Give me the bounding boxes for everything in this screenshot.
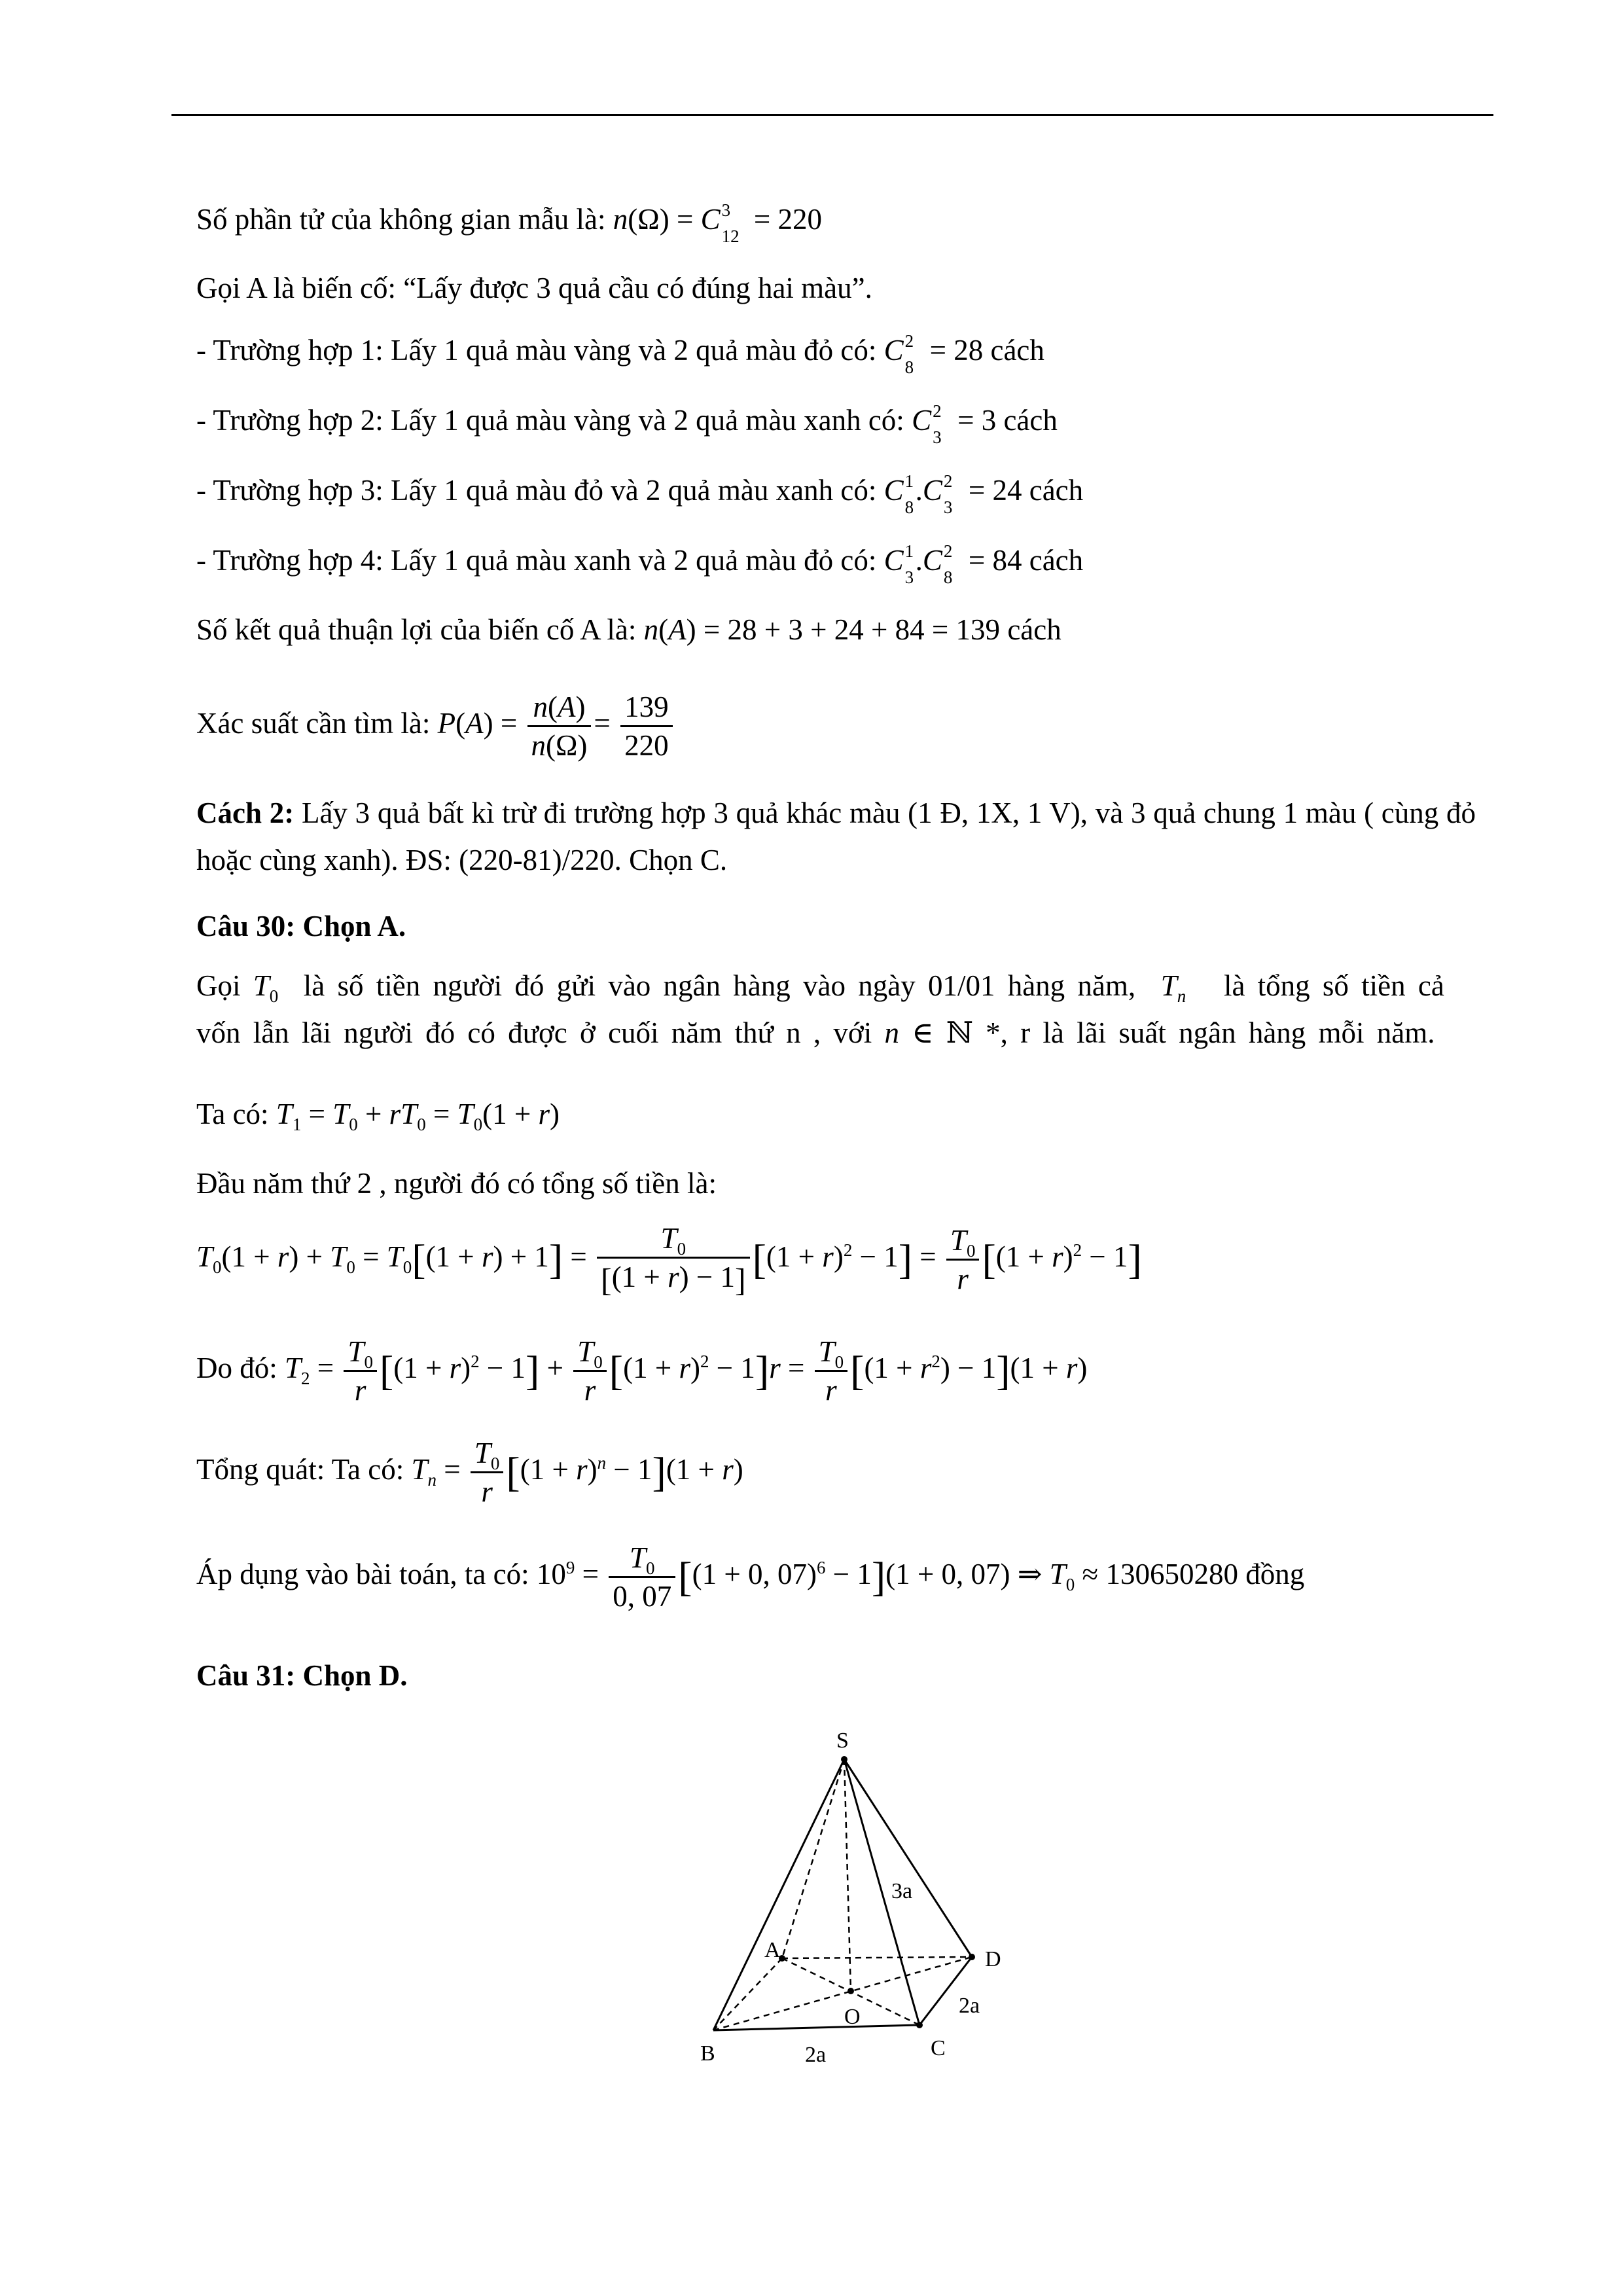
label-B: B	[700, 2041, 715, 2066]
edge-SA	[782, 1759, 844, 1958]
case-4: - Trường hợp 4: Lấy 1 quả màu xanh và 2 quả màu đỏ có: C 1 3 . C 2 8 = 84 cách	[196, 541, 1084, 587]
diag-BD	[713, 1957, 972, 2030]
q30-t1: Ta có: $T_1 = T_0 + rT_0 = T_0(1 + r)$	[196, 1098, 560, 1134]
q30-definition: Gọi $T_0$ là số tiền người đó gửi vào ngân hàng vào ngày 01/01 hàng năm, $T_n$ là tổng số tiền cả vốn lẫn lãi người đó có được ở cuối năm thứ n , với n ∈ ℕ *, r là lãi suất ngân hàng mỗi năm.	[196, 969, 1444, 1049]
q30-general-formula: Tổng quát: Ta có: $T_n$ = $\frac{T_0}{r}$ $[(1 + r)^n - 1](1 + r)$	[196, 1427, 743, 1512]
case-3: - Trường hợp 3: Lấy 1 quả màu đỏ và 2 quả màu xanh có: C 1 8 . C 2 3 = 24 cách	[196, 471, 1084, 517]
probability-line: Xác suất cần tìm là: P(A) = $\frac{n(A)}{n(\Omega)}$ = $\frac{139}{220}$	[196, 681, 675, 766]
q30-application: Áp dụng vào bài toán, ta có: $10^9$ = $\frac{T_0}{0, 07}$ [(1 + 0, 07)$^6$ − 1](1 + 0, 07) ⇒ $T_0 \approx 130650280$ đồng	[196, 1532, 1304, 1617]
favorable-outcomes: Số kết quả thuận lợi của biến cố A là: n(A) = 28 + 3 + 24 + 84 = 139 cách	[196, 613, 1061, 646]
edge-SB	[713, 1759, 844, 2030]
edge-SD	[844, 1759, 972, 1957]
label-edge-BC: 2a	[805, 2043, 827, 2067]
q31-heading: Câu 31: Chọn D.	[196, 1659, 408, 1692]
sample-space-value: 220	[777, 203, 822, 236]
method-2-paragraph: Cách 2: Lấy 3 quả bất kì trừ đi trường hợp 3 quả khác màu (1 Đ, 1X, 1 V), và 3 quả chung 1 màu ( cùng đỏ hoặc cùng xanh). ĐS: (220-81)/220. Chọn C.	[196, 797, 1476, 876]
height-SO	[844, 1759, 851, 1991]
label-C: C	[931, 2036, 946, 2060]
edge-BC	[713, 2025, 919, 2030]
method-2-label: Cách 2:	[196, 797, 294, 829]
q30-heading: Câu 30: Chọn A.	[196, 910, 406, 942]
label-O: O	[844, 2005, 861, 2029]
header-rule	[171, 114, 1493, 116]
edge-AD	[782, 1957, 972, 1958]
sample-space-text: Số phần tử của không gian mẫu là:	[196, 203, 606, 236]
q30-year2-formula: $T_0(1 + r) + T_0 = T_0[(1 + r) + 1]$ = $\frac{T_0}{[(1 + r) - 1]}$ $[(1 + r)^2 - 1]$ = $\frac{T_0}{r}$ $[(1 + r)^2 - 1]$	[196, 1214, 1142, 1300]
event-definition: Gọi A là biến cố: “Lấy được 3 quả cầu có đúng hai màu”.	[196, 272, 872, 304]
label-D: D	[985, 1947, 1001, 1971]
q30-t2-formula: Do đó: $T_2$ = $\frac{T_0}{r}$ $[(1 + r)^2 - 1]$ + $\frac{T_0}{r}$ $[(1 + r)^2 - 1]r$ = $\frac{T_0}{r}$ $[(1 + r^2) - 1](1 + r)$	[196, 1325, 1087, 1410]
sample-space-line: Số phần tử của không gian mẫu là: n(Ω) = C 3 12 = 220	[196, 200, 822, 246]
q30-answer: 130650280	[1105, 1558, 1238, 1590]
label-edge-CD: 2a	[959, 1994, 980, 2018]
case-2: - Trường hợp 2: Lấy 1 quả màu vàng và 2 quả màu xanh có: C 2 3 = 3 cách	[196, 401, 1058, 447]
pyramid-figure	[681, 1702, 1021, 2068]
q30-year2-text: Đầu năm thứ 2 , người đó có tổng số tiền là:	[196, 1167, 717, 1200]
label-S: S	[836, 1729, 849, 1753]
label-edge-SC: 3a	[891, 1879, 913, 1903]
edge-AB	[713, 1958, 782, 2030]
case-1: - Trường hợp 1: Lấy 1 quả màu vàng và 2 quả màu đỏ có: C 2 8 = 28 cách	[196, 331, 1044, 377]
label-A: A	[764, 1938, 781, 1962]
